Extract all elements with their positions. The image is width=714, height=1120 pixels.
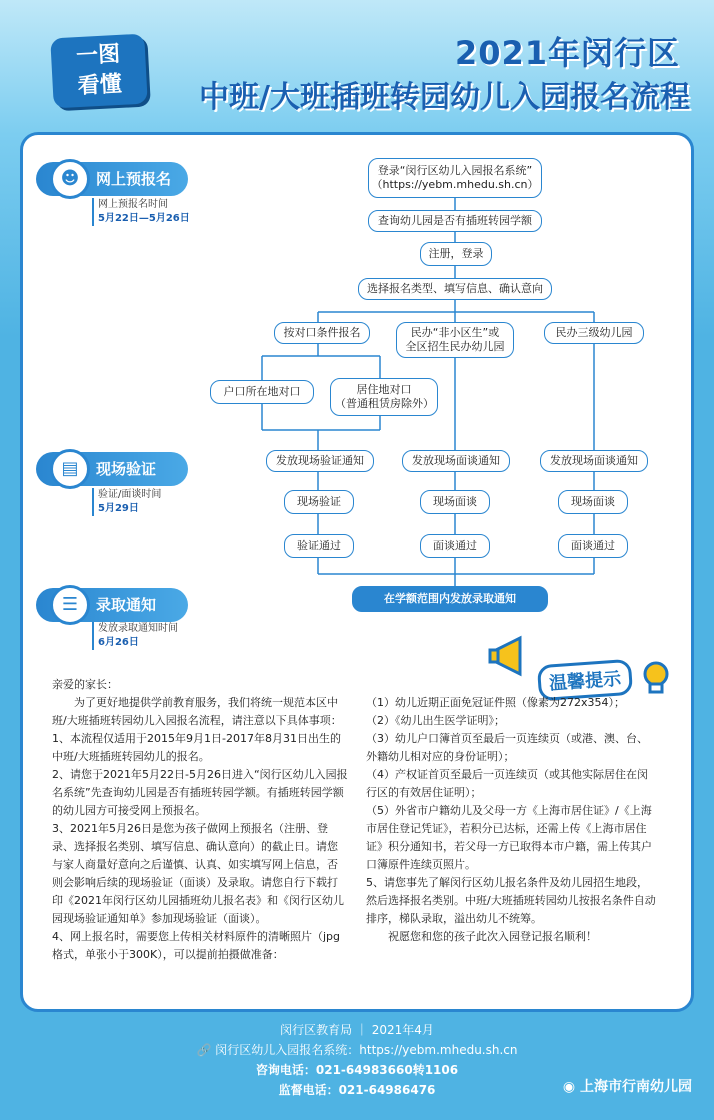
notice-greeting: 亲爱的家长： — [52, 678, 118, 691]
flow-login-line2: （https://yebm.mhedu.sh.cn） — [371, 178, 539, 191]
stage-online-time — [92, 198, 190, 226]
stage-name: 网上预报名 — [96, 170, 172, 188]
notice-section — [52, 676, 656, 961]
stage-name: 现场验证 — [96, 460, 157, 478]
person-icon: ☻ — [50, 159, 90, 199]
flow-login — [368, 158, 542, 198]
flow-branch-third-grade: 民办三级幼儿园 — [544, 322, 644, 344]
flow-branch-private-line1: 民办“非小区生”或 — [410, 326, 500, 339]
flow-select-type: 选择报名类型、填写信息、确认意向 — [358, 278, 552, 300]
brand-watermark — [563, 1076, 692, 1096]
flow-login-line1: 登录“闵行区幼儿入园报名系统” — [377, 164, 533, 177]
flow-residence-line2: （普通租赁房除外） — [335, 397, 434, 410]
link-icon: 🔗 — [196, 1043, 212, 1057]
notice-paragraph: （3）幼儿户口簿首页至最后一页连续页（或港、澳、台、外籍幼儿相对应的身份证明）； — [366, 732, 648, 763]
notice-icon: ☰ — [50, 585, 90, 625]
flow-onsite-interview: 现场面谈 — [558, 490, 628, 514]
notice-paragraph: 3、2021年5月26日是您为孩子做网上预报名（注册、登录、选择报名类别、填写信息、确认意向）的截止日。请您与家人商量好意向之后谨慎、认真、如实填写网上信息，否则会影响后续的现场验证（面谈）及录取。请您自行下载打印《2021年闵行区幼儿园插班幼儿报名表》和《闵行区幼儿园现场验证通知单》参加现场验证（面谈）。 — [52, 822, 344, 925]
warm-tip-label: 温馨提示 — [537, 659, 633, 701]
stage-time-date: 6月26日 — [98, 637, 139, 648]
footer-issuer: 闵行区教育局 ｜ 2021年4月 — [280, 1023, 434, 1037]
flow-admission-final: 在学额范围内发放录取通知 — [352, 586, 548, 612]
footer-system-link[interactable] — [0, 1040, 714, 1060]
flow-register: 注册，登录 — [420, 242, 492, 266]
footer-consult-phone: 咨询电话：021-64983660转1106 — [255, 1063, 459, 1077]
flow-branch-private — [396, 322, 514, 358]
page-title-year: 2021年闵行区 — [454, 34, 680, 72]
stage-time-label: 网上预报名时间 — [98, 199, 168, 210]
notice-paragraph: 2、请您于2021年5月22日-5月26日进入“闵行区幼儿入园报名系统”先查询幼儿园是否有插班转园学额。有插班转园学额的幼儿园方可接受网上预报名。 — [52, 768, 348, 817]
notice-paragraph: 祝愿您和您的孩子此次入园登记报名顺利！ — [366, 930, 597, 943]
stage-time-date: 5月22日—5月26日 — [98, 213, 190, 224]
stage-name: 录取通知 — [96, 596, 157, 614]
notice-paragraph: （4）产权证首页至最后一页连续页（或其他实际居住在闵行区的有效居住证明）； — [366, 768, 648, 799]
brand-name: 上海市行南幼儿园 — [580, 1079, 692, 1095]
stage-onsite-verification — [36, 452, 188, 486]
stage-notice-time — [92, 622, 178, 650]
flow-branch-contract: 按对口条件报名 — [274, 322, 370, 344]
footer-supervise-phone: 监督电话：021-64986476 — [278, 1083, 436, 1097]
flow-interview-passed: 面谈通过 — [558, 534, 628, 558]
notice-paragraph: （2）《幼儿出生医学证明》； — [366, 714, 505, 727]
notice-paragraph: 4、网上报名时，需要您上传相关材料原件的清晰照片（jpg格式，单张小于300K），可以提前拍摄做准备： — [52, 930, 341, 961]
flow-notice-interview: 发放现场面谈通知 — [402, 450, 510, 472]
flow-residence-contract — [330, 378, 438, 416]
id-card-icon: ▤ — [50, 449, 90, 489]
stage-time-label: 发放录取通知时间 — [98, 623, 178, 634]
badge-line2: 看懂 — [77, 71, 123, 100]
flow-hukou-contract: 户口所在地对口 — [210, 380, 314, 404]
flow-onsite-interview: 现场面谈 — [420, 490, 490, 514]
notice-right-column — [366, 694, 656, 946]
stage-verify-time — [92, 488, 161, 516]
notice-paragraph: 5、请您事先了解闵行区幼儿报名条件及幼儿园招生地段，然后选择报名类别。中班/大班插班转园幼儿按报名条件自动排序，梯队录取，溢出幼儿不统筹。 — [366, 876, 656, 925]
flow-branch-private-line2: 全区招生民办幼儿园 — [405, 340, 505, 353]
flow-notice-verify: 发放现场验证通知 — [266, 450, 374, 472]
flow-verify-passed: 验证通过 — [284, 534, 354, 558]
stage-time-label: 验证/面谈时间 — [98, 489, 162, 500]
notice-left-column — [52, 694, 348, 964]
flow-interview-passed: 面谈通过 — [420, 534, 490, 558]
footer-system-url[interactable]: 闵行区幼儿入园报名系统：https://yebm.mhedu.sh.cn — [215, 1043, 518, 1057]
stage-admission-notice — [36, 588, 188, 622]
notice-paragraph: 1、本流程仅适用于2015年9月1日-2017年8月31日出生的中班/大班插班转园幼儿的报名。 — [52, 732, 341, 763]
notice-paragraph: 为了更好地提供学前教育服务，我们将统一规范本区中班/大班插班转园幼儿入园报名流程，请注意以下具体事项： — [52, 696, 342, 727]
flow-residence-line1: 居住地对口 — [356, 383, 412, 396]
notice-paragraph: （5）外省市户籍幼儿及父母一方《上海市居住证》/《上海市居住登记凭证》，若积分已达标，还需上传《上海市居住证》积分通知书，若父母一方已取得本市户籍，需上传其户口簿原件连续页照片。 — [366, 804, 652, 871]
stage-time-date: 5月29日 — [98, 503, 139, 514]
stage-online-registration — [36, 162, 188, 196]
flow-onsite-verify: 现场验证 — [284, 490, 354, 514]
wechat-icon: ◉ — [562, 1079, 576, 1095]
notice-paragraph: （1）幼儿近期正面免冠证件照（像素为272x354）； — [366, 696, 625, 709]
badge-line1: 一图 — [75, 41, 121, 70]
flow-query: 查询幼儿园是否有插班转园学额 — [368, 210, 542, 232]
page-title: 中班/大班插班转园幼儿入园报名流程 — [199, 80, 690, 115]
flow-notice-interview: 发放现场面谈通知 — [540, 450, 648, 472]
